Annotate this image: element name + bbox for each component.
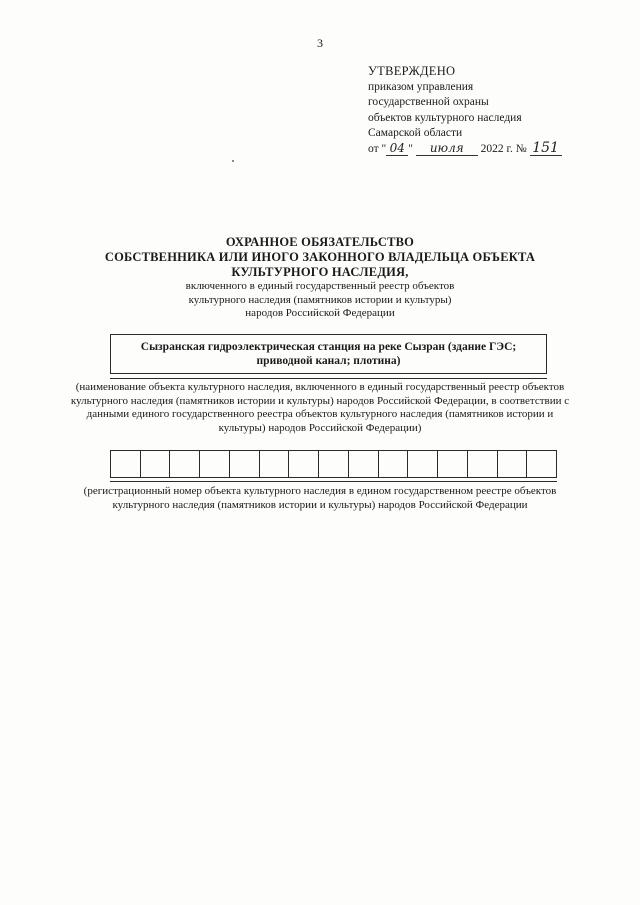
registration-cell xyxy=(349,451,379,477)
subtitle-line: народов Российской Федерации xyxy=(245,307,395,319)
registration-cell xyxy=(230,451,260,477)
registration-cell xyxy=(498,451,528,477)
object-name-caption: (наименование объекта культурного наследия, включенного в единый государственный реестр объектов культурного наследия (памятников истории и культуры) народов Российской Федерации, в соответствии с данными единого государственного реестра объектов культурного наследия (памятников истории и культуры) народов Российской Федерации) xyxy=(70,381,570,434)
approval-line: объектов культурного наследия xyxy=(368,111,522,124)
approval-heading: УТВЕРЖДЕНО xyxy=(368,64,456,78)
registration-cell xyxy=(170,451,200,477)
object-name-box xyxy=(110,334,547,374)
document-title xyxy=(60,235,580,321)
order-number-handwritten: 151 xyxy=(530,142,562,156)
approval-date-line xyxy=(368,139,618,158)
registration-cell xyxy=(260,451,290,477)
registration-cell xyxy=(379,451,409,477)
approval-stamp xyxy=(368,64,618,157)
object-name-underline xyxy=(110,378,547,379)
date-year: 2022 г. № xyxy=(477,142,530,155)
scan-dot xyxy=(232,160,234,162)
approval-line: приказом управления xyxy=(368,80,474,93)
date-prefix: от " xyxy=(368,142,387,155)
approval-line: Самарской области xyxy=(368,127,463,139)
registration-cell xyxy=(468,451,498,477)
page-number: 3 xyxy=(317,36,323,50)
registration-cell xyxy=(527,451,556,477)
subtitle-line: включенного в единый государственный реестр объектов xyxy=(185,280,455,292)
title-line: СОБСТВЕННИКА ИЛИ ИНОГО ЗАКОННОГО ВЛАДЕЛЬЦА ОБЪЕКТА xyxy=(104,250,536,264)
object-name: Сызранская гидроэлектрическая станция на реке Сызран (здание ГЭС; приводной канал; плотина) xyxy=(140,341,517,367)
date-month-handwritten: июля xyxy=(416,142,478,156)
title-line: ОХРАННОЕ ОБЯЗАТЕЛЬСТВО xyxy=(225,235,415,249)
approval-line: государственной охраны xyxy=(368,96,489,108)
registration-cell xyxy=(319,451,349,477)
registration-cell xyxy=(408,451,438,477)
registration-caption: (регистрационный номер объекта культурного наследия в едином государственном реестре объектов культурного наследия (памятников истории и культуры) народов Российской Федерации xyxy=(83,485,557,511)
registration-cell xyxy=(438,451,468,477)
date-mid: " xyxy=(408,142,416,155)
registration-underline xyxy=(110,481,557,482)
subtitle-line: культурного наследия (памятников истории и культуры) xyxy=(188,293,452,306)
registration-cell xyxy=(289,451,319,477)
registration-cell xyxy=(111,451,141,477)
registration-number-grid xyxy=(110,450,557,478)
registration-cell xyxy=(141,451,171,477)
date-day-handwritten: 04 xyxy=(386,142,408,156)
registration-cell xyxy=(200,451,230,477)
title-line: КУЛЬТУРНОГО НАСЛЕДИЯ, xyxy=(231,265,409,279)
